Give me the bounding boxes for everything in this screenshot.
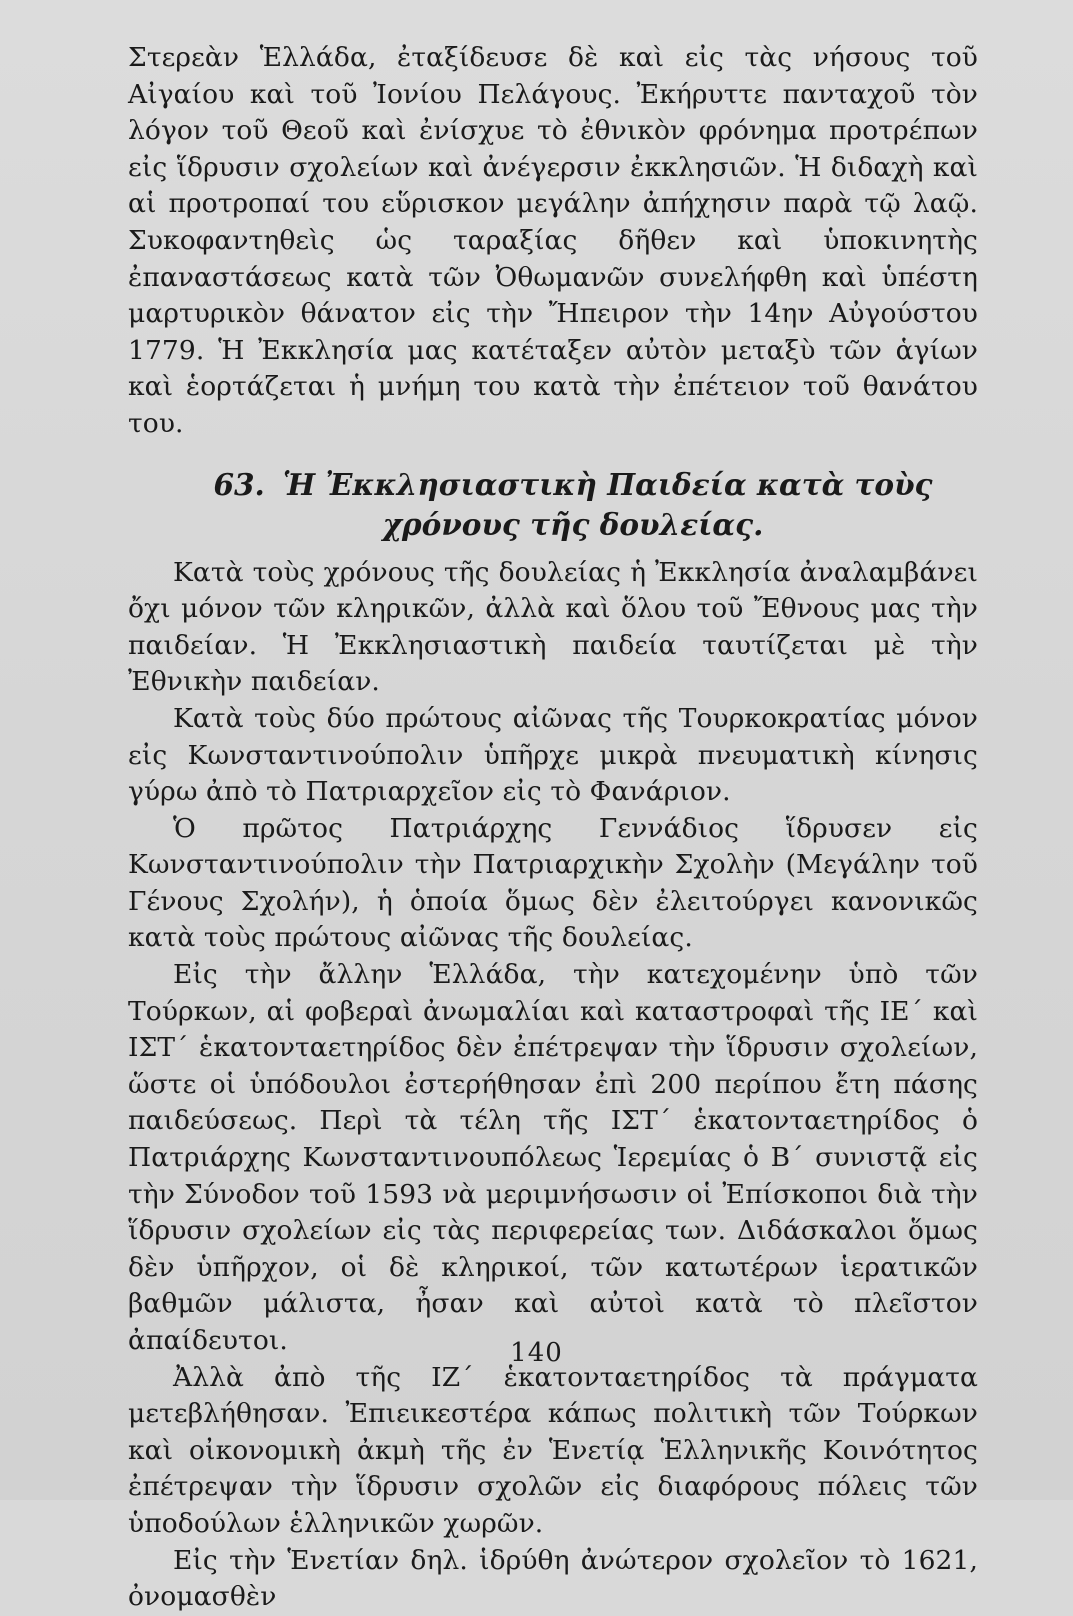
paragraph-1: Κατὰ τοὺς χρόνους τῆς δουλείας ἡ Ἐκκλησία ἀναλαμβάνει ὄχι μόνον τῶν κληρικῶν, ἀλλὰ καὶ ὅλου τοῦ Ἔθνους μας τὴν παιδείαν. Ἡ Ἐκκλησιαστικὴ παιδεία ταυτίζεται μὲ τὴν Ἐθνικὴν παιδείαν. <box>128 556 978 698</box>
section-number: 63. <box>213 466 265 502</box>
section-title-line1: Ἡ Ἐκκλησιαστικὴ Παιδεία κατὰ τοὺς <box>282 466 933 502</box>
section-heading <box>128 465 978 545</box>
section-heading-line1 <box>168 465 978 505</box>
paragraph-5: Ἀλλὰ ἀπὸ τῆς ΙΖ΄ ἑκατονταετηρίδος τὰ πράγματα μετεβλήθησαν. Ἐπιεικεστέρα κάπως πολιτικὴ τῶν Τούρκων καὶ οἰκονομικὴ ἀκμὴ τῆς ἐν Ἑνετίᾳ Ἑλληνικῆς Κοινότητος ἐπέτρεψαν τὴν ἵδρυσιν σχολῶν εἰς διαφόρους πόλεις τῶν ὑποδούλων ἑλληνικῶν χωρῶν. <box>128 1361 978 1539</box>
opening-paragraph: Στερεὰν Ἑλλάδα, ἐταξίδευσε δὲ καὶ εἰς τὰς νήσους τοῦ Αἰγαίου καὶ τοῦ Ἰονίου Πελάγους. Ἐκήρυττε πανταχοῦ τὸν λόγον τοῦ Θεοῦ καὶ ἐνίσχυε τὸ ἐθνικὸν φρόνημα προτρέπων εἰς ἵδρυσιν σχολείων καὶ ἀνέγερσιν ἐκκλησιῶν. Ἡ διδαχὴ καὶ αἱ προτροπαί του εὕρισκον μεγάλην ἀπήχησιν παρὰ τῷ λαῷ. Συκοφαντηθεὶς ὡς ταραξίας δῆθεν καὶ ὑποκινητὴς ἐπαναστάσεως κατὰ τῶν Ὀθωμανῶν συνελήφθη καὶ ὑπέστη μαρτυρικὸν θάνατον εἰς τὴν Ἤπειρον τὴν 14ην Αὐγούστου 1779. Ἡ Ἐκκλησία μας κατέταξεν αὐτὸν μεταξὺ τῶν ἁγίων καὶ ἑορτάζεται ἡ μνήμη του κατὰ τὴν ἐπέτειον τοῦ θανάτου του. <box>128 42 978 439</box>
page-text <box>128 40 978 1616</box>
paragraph-6: Εἰς τὴν Ἑνετίαν δηλ. ἱδρύθη ἀνώτερον σχολεῖον τὸ 1621, ὀνομασθὲν <box>128 1544 978 1613</box>
paragraph-2: Κατὰ τοὺς δύο πρώτους αἰῶνας τῆς Τουρκοκρατίας μόνον εἰς Κωνσταντινούπολιν ὑπῆρχε μικρὰ πνευματικὴ κίνησις γύρω ἀπὸ τὸ Πατριαρχεῖον εἰς τὸ Φανάριον. <box>128 702 978 808</box>
paragraph-3: Ὁ πρῶτος Πατριάρχης Γεννάδιος ἵδρυσεν εἰς Κωνσταντινούπολιν τὴν Πατριαρχικὴν Σχολὴν (Μεγάλην τοῦ Γένους Σχολήν), ἡ ὁποία ὅμως δὲν ἐλειτούργει κανονικῶς κατὰ τοὺς πρώτους αἰῶνας τῆς δουλείας. <box>128 812 978 954</box>
page-number: 140 <box>510 1338 563 1368</box>
paragraph-4: Εἰς τὴν ἄλλην Ἑλλάδα, τὴν κατεχομένην ὑπὸ τῶν Τούρκων, αἱ φοβεραὶ ἀνωμαλίαι καὶ καταστροφαὶ τῆς ΙΕ΄ καὶ ΙΣΤ΄ ἑκατονταετηρίδος δὲν ἐπέτρεψαν τὴν ἵδρυσιν σχολείων, ὥστε οἱ ὑπόδουλοι ἐστερήθησαν ἐπὶ 200 περίπου ἔτη πάσης παιδεύσεως. Περὶ τὰ τέλη τῆς ΙΣΤ΄ ἑκατονταετηρίδος ὁ Πατριάρχης Κωνσταντινουπόλεως Ἱερεμίας ὁ Β΄ συνιστᾷ εἰς τὴν Σύνοδον τοῦ 1593 νὰ μεριμνήσωσιν οἱ Ἐπίσκοποι διὰ τὴν ἵδρυσιν σχολείων εἰς τὰς περιφερείας των. Διδάσκαλοι ὅμως δὲν ὑπῆρχον, οἱ δὲ κληρικοί, τῶν κατωτέρων ἱερατικῶν βαθμῶν μάλιστα, ἦσαν καὶ αὐτοὶ κατὰ τὸ πλεῖστον ἀπαίδευτοι. <box>128 959 978 1356</box>
section-title-line2: χρόνους τῆς δουλείας. <box>382 506 764 542</box>
